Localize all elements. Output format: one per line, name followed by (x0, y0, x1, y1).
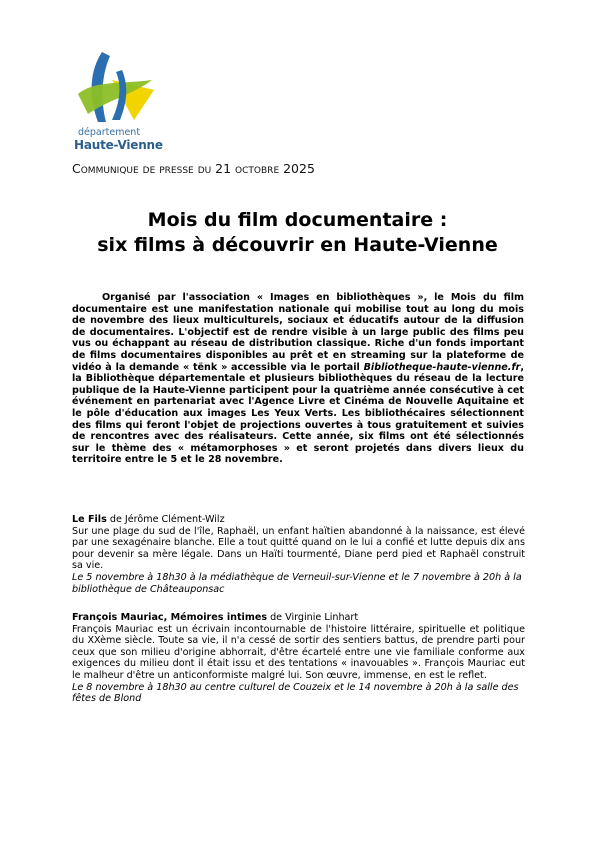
department-logo-icon (72, 50, 162, 130)
intro-paragraph (72, 292, 524, 466)
intro-part1: Organisé par l'association « Images en bibliothèques », le Mois du film documentaire est une manifestation nationale qui mobilise tout au long du mois de novembre des lieux multiculturels, sociaux et éducatifs autour de la diffusion de documentaires. L'objectif est de rendre visible à un large public des films peu vus ou échappant au réseau de distribution classique. Riche d'un fonds important de films documentaires disponibles au prêt et en streaming sur la plateforme de vidéo à la demande « tënk » accessible via le portail (72, 292, 524, 373)
portal-link-text: Bibliotheque-haute-vienne.fr (363, 361, 521, 373)
intro-part2: , la Bibliothèque départementale et plusieurs bibliothèques du réseau de la lecture publique de la Haute-Vienne participent pour la quatrième année consécutive à cet événement en partenariat avec l'Agence Livre et Cinéma de Nouvelle Aquitaine et le pôle d'éducation aux images Les Yeux Verts. Les bibliothécaires sélectionnent des films qui feront l'objet de projections ouvertes à tous gratuitement et suivies de rencontres avec des réalisateurs. Cette année, six films ont été sélectionnés sur le thème des « métamorphoses » et seront projetés dans divers lieux du territoire entre le 5 et le 28 novembre. (72, 361, 524, 466)
logo-department-name: Haute-Vienne (74, 138, 163, 152)
film-heading (72, 514, 525, 526)
film-entry (72, 612, 525, 705)
film-screenings: Le 8 novembre à 18h30 au centre culturel de Couzeix et le 14 novembre à 20h à la salle des fêtes de Blond (72, 681, 519, 705)
film-entry (72, 514, 525, 595)
film-description: François Mauriac est un écrivain incontournable de l'histoire littéraire, spirituelle et politique du XXème siècle. Toute sa vie, il n'a cessé de sortir des sentiers battus, de prendre parti pour ceux que son milieu d'origine abhorrait, d'être écartelé entre une vie familiale conforme aux exigences du milieu dont il était issu et des tentations « inavouables ». François Mauriac eut le malheur d'être un anticonformiste malgré lui. Son œuvre, immense, en est le reflet. (72, 623, 525, 681)
film-screenings: Le 5 novembre à 18h30 à la médiathèque de Verneuil-sur-Vienne et le 7 novembre à 20h à la bibliothèque de Châteauponsac (72, 571, 522, 595)
page-title-line1: Mois du film documentaire : (147, 209, 448, 231)
department-logo (72, 50, 162, 160)
press-release-date: Communique de presse du 21 octobre 2025 (72, 161, 315, 176)
film-description: Sur une plage du sud de l'île, Raphaël, un enfant haïtien abandonné à la naissance, est élevé par une sexagénaire blanche. Elle a tout quitté quand on le lui a confié et lutte depuis dix ans pour devenir sa mère légale. Dans un Haïti tourmenté, Diane perd pied et Raphaël construit sa vie. (72, 525, 525, 572)
film-heading (72, 612, 525, 624)
page-title-line2: six films à découvrir en Haute-Vienne (97, 234, 498, 256)
film-director: de Virginie Linhart (267, 612, 359, 623)
film-title: François Mauriac, Mémoires intimes (72, 612, 268, 623)
logo-department-label: département (78, 127, 141, 138)
film-director: de Jérôme Clément-Wilz (106, 514, 225, 525)
film-title: Le Fils (72, 514, 107, 525)
